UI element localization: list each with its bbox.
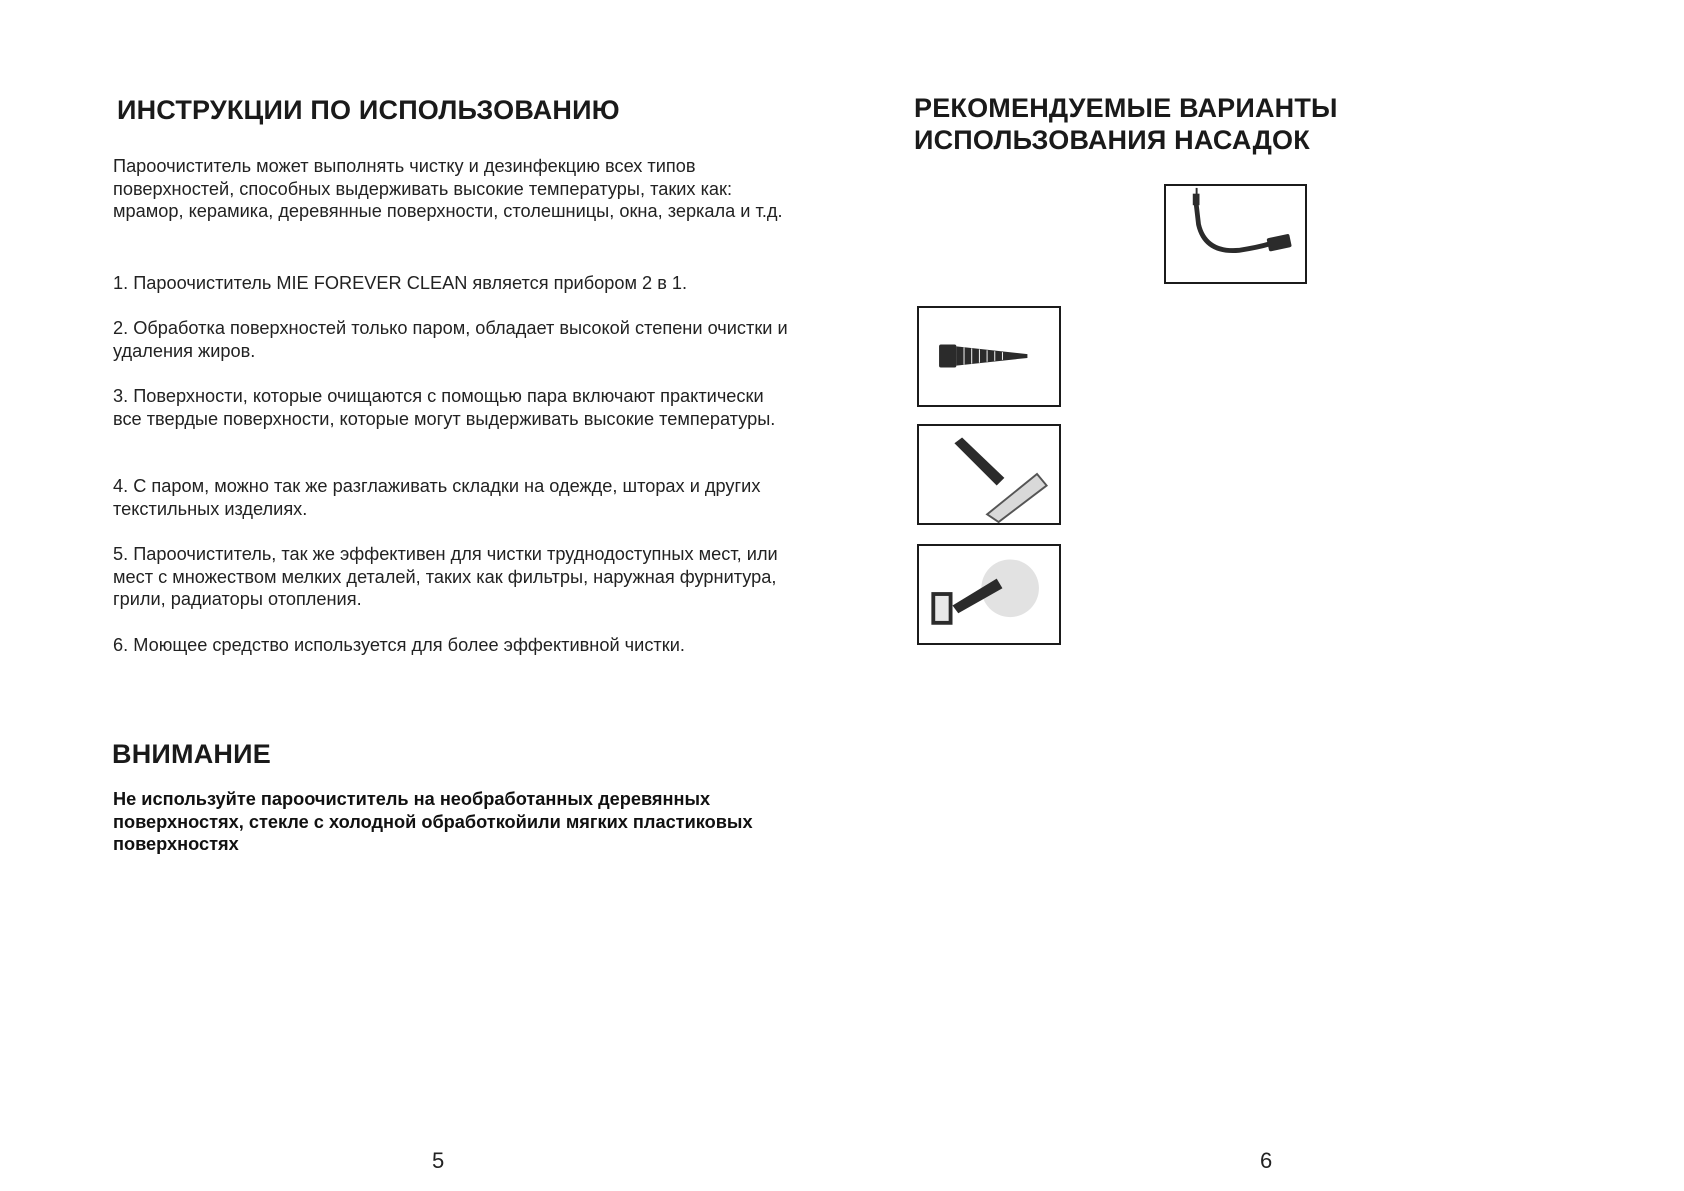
right-page: [842, 0, 1684, 1191]
flexible-hose-icon: [1166, 186, 1305, 282]
steamer-window-tool-icon: [919, 546, 1059, 643]
list-item: 4. С паром, можно так же разглаживать складки на одежде, шторах и других текстильных изделиях.: [113, 476, 761, 519]
pad-tool-icon: [919, 426, 1059, 523]
list-item: 5. Пароочиститель, так же эффективен для чистки труднодоступных мест, или мест с множеством мелких деталей, таких как фильтры, наружная фурнитура, грили, радиаторы отопления.: [113, 544, 778, 609]
attachment-cone-nozzle: [917, 306, 1061, 407]
page-number: 6: [1260, 1148, 1273, 1173]
attachment-steamer-window-tool: [917, 544, 1061, 645]
list-item: 6. Моющее средство используется для более эффективной чистки.: [113, 635, 685, 655]
cone-nozzle-icon: [919, 308, 1059, 405]
list-item: 1. Пароочиститель MIE FOREVER CLEAN является прибором 2 в 1.: [113, 273, 688, 293]
page-title: ИНСТРУКЦИИ ПО ИСПОЛЬЗОВАНИЮ: [117, 95, 620, 125]
intro-paragraph: Пароочиститель может выполнять чистку и дезинфекцию всех типов поверхностей, способных выдерживать высокие температуры, таких как: мрамор, керамика, деревянные поверхности, столешницы, окна, зеркала и т.д.: [113, 156, 783, 221]
page-title-line-2: ИСПОЛЬЗОВАНИЯ НАСАДОК: [914, 125, 1310, 155]
page-number: 5: [432, 1148, 445, 1173]
warning-title: ВНИМАНИЕ: [112, 739, 271, 769]
page-title-line-1: РЕКОМЕНДУЕМЫЕ ВАРИАНТЫ: [914, 93, 1338, 123]
warning-text: Не используйте пароочиститель на необработанных деревянных поверхностях, стекле с холодной обработкойили мягких пластиковых поверхностях: [113, 789, 753, 854]
list-item: 3. Поверхности, которые очищаются с помощью пара включают практически все твердые поверхности, которые могут выдерживать высокие температуры.: [113, 386, 776, 429]
list-item: 2. Обработка поверхностей только паром, обладает высокой степени очистки и удаления жиров.: [113, 318, 788, 361]
attachment-pad-tool: [917, 424, 1061, 525]
attachment-flexible-hose: [1164, 184, 1307, 284]
